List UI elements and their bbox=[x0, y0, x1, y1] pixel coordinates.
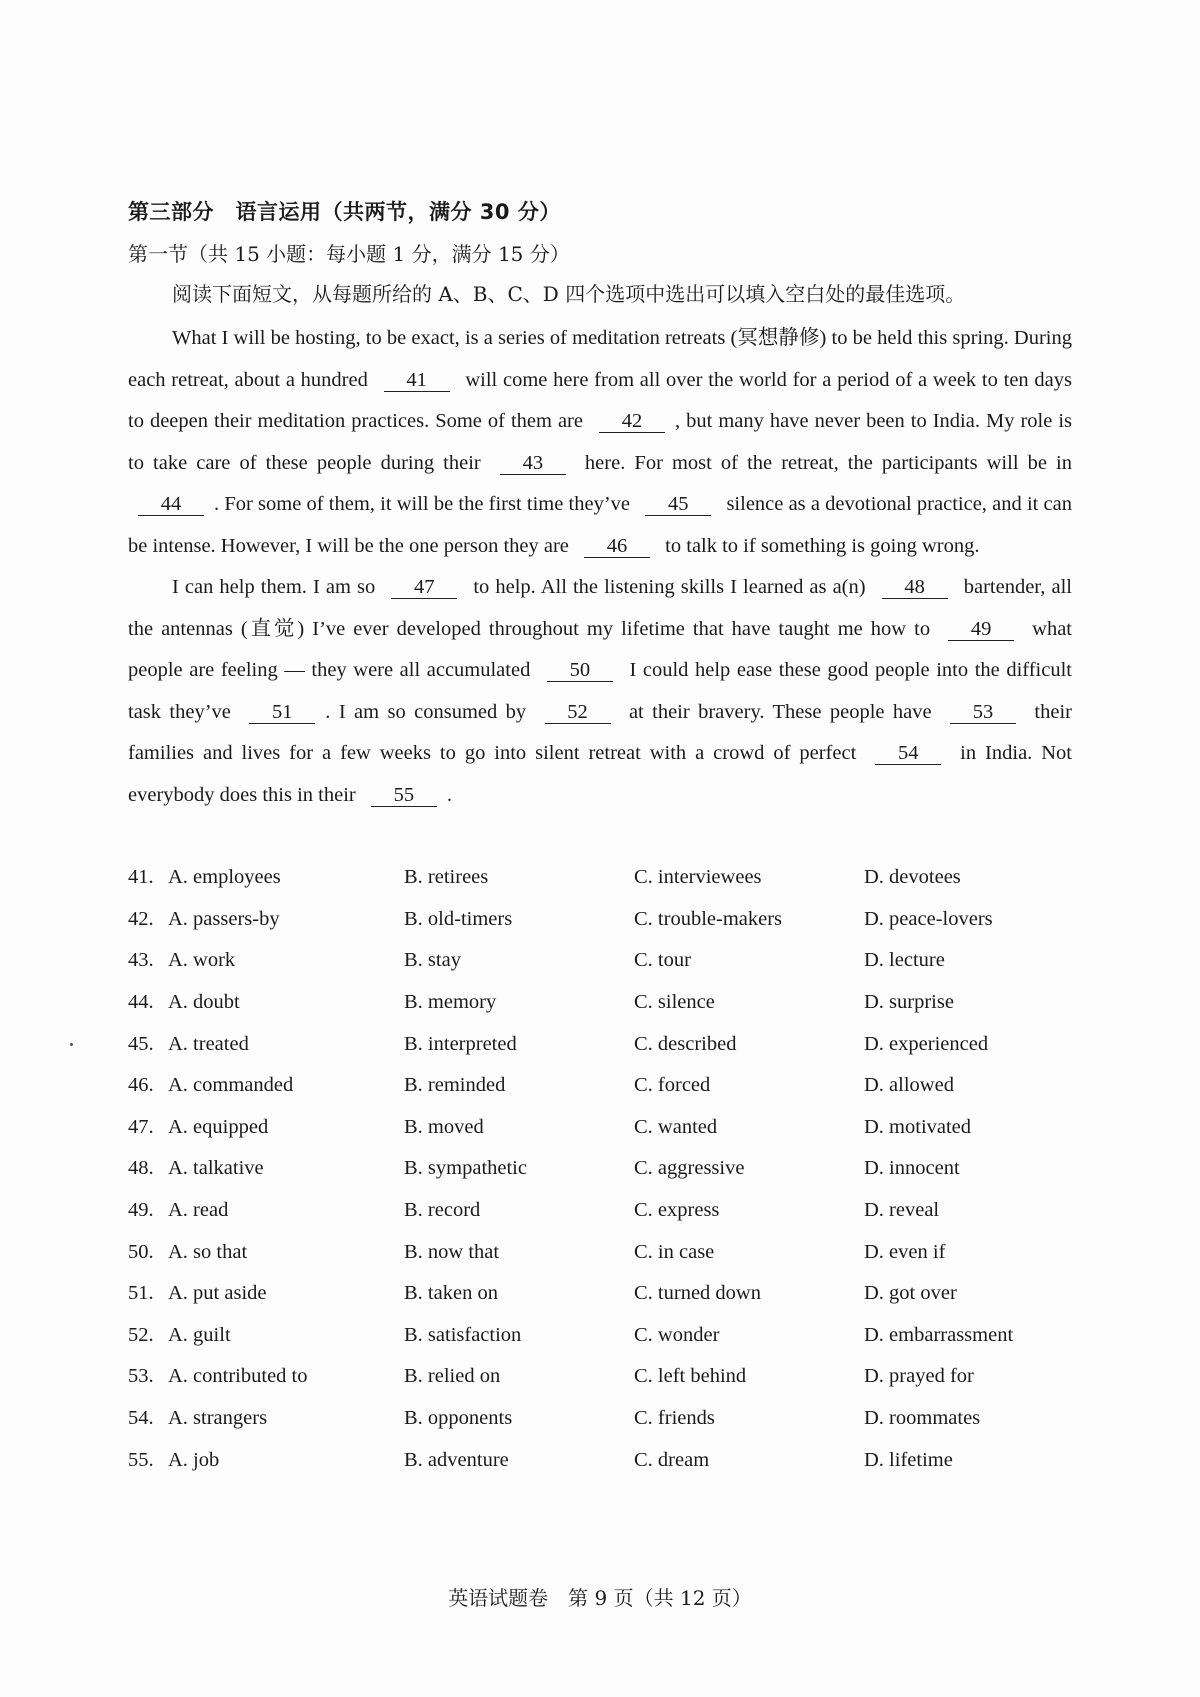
passage-text: their families and lives for a few weeks to go into silent retreat with a crowd of perfect bbox=[128, 700, 1072, 764]
option-a: A. put aside bbox=[168, 1282, 267, 1305]
option-b: B. now that bbox=[404, 1240, 500, 1263]
question-row bbox=[128, 1107, 1078, 1149]
option-c: C. in case bbox=[634, 1240, 715, 1263]
instruction-text: 阅读下面短文，从每题所给的 A、B、C、D 四个选项中选出可以填入空白处的最佳选项。 bbox=[172, 282, 966, 306]
question-row bbox=[128, 982, 1078, 1024]
question-row bbox=[128, 1023, 1078, 1065]
option-c: C. aggressive bbox=[634, 1157, 745, 1180]
page-footer: 英语试题卷 第 9 页（共 12 页） bbox=[448, 1586, 752, 1610]
passage-text: what people are feeling — they were all accumulated bbox=[128, 617, 1072, 681]
question-number: 47. bbox=[128, 1115, 154, 1138]
option-b: B. old-timers bbox=[404, 907, 513, 930]
option-d: D. prayed for bbox=[864, 1365, 974, 1388]
sub-section-title: 第一节（共 15 小题：每小题 1 分，满分 15 分） bbox=[128, 242, 570, 266]
option-b: B. record bbox=[404, 1199, 481, 1222]
blank-44: 44 bbox=[138, 493, 204, 516]
option-a: A. commanded bbox=[168, 1074, 294, 1097]
blank-43: 43 bbox=[500, 452, 566, 475]
passage-text: bartender, all the antennas (直觉) I’ve ever developed throughout my lifetime that have taught me how to bbox=[128, 576, 1072, 640]
option-a: A. doubt bbox=[168, 991, 240, 1014]
question-row bbox=[128, 1190, 1078, 1232]
blank-46: 46 bbox=[584, 535, 650, 558]
option-b: B. interpreted bbox=[404, 1032, 517, 1055]
option-c: C. trouble-makers bbox=[634, 907, 783, 930]
option-d: D. peace-lovers bbox=[864, 907, 993, 930]
option-c: C. express bbox=[634, 1199, 720, 1222]
blank-47: 47 bbox=[391, 576, 457, 599]
option-a: A. work bbox=[168, 949, 236, 972]
question-number: 44. bbox=[128, 991, 154, 1014]
option-a: A. talkative bbox=[168, 1157, 264, 1180]
passage-text: What I will be hosting, to be exact, is a series of meditation retreats (冥想静修) to be held this spring. During each retreat, about a hundred bbox=[128, 327, 1072, 391]
question-number: 41. bbox=[128, 866, 154, 889]
question-number: 45. bbox=[128, 1032, 154, 1055]
option-c: C. forced bbox=[634, 1074, 711, 1097]
option-d: D. reveal bbox=[864, 1199, 940, 1222]
option-d: D. motivated bbox=[864, 1115, 972, 1138]
question-number: 54. bbox=[128, 1407, 154, 1430]
blank-41: 41 bbox=[384, 369, 450, 392]
question-row bbox=[128, 1315, 1078, 1357]
scan-speck bbox=[70, 1043, 73, 1046]
question-row bbox=[128, 940, 1078, 982]
question-number: 50. bbox=[128, 1240, 154, 1263]
option-c: C. wanted bbox=[634, 1115, 718, 1138]
passage-text: . I am so consumed by bbox=[325, 700, 535, 723]
option-b: B. memory bbox=[404, 991, 497, 1014]
question-row bbox=[128, 1439, 1078, 1481]
option-b: B. taken on bbox=[404, 1282, 498, 1305]
question-number: 52. bbox=[128, 1323, 154, 1346]
option-b: B. adventure bbox=[404, 1448, 509, 1471]
option-d: D. allowed bbox=[864, 1074, 954, 1097]
passage-text: here. For most of the retreat, the participants will be in bbox=[575, 451, 1072, 474]
question-number: 48. bbox=[128, 1157, 154, 1180]
question-row bbox=[128, 1273, 1078, 1315]
passage-paragraph-1 bbox=[128, 318, 1072, 567]
passage-text: . bbox=[446, 783, 452, 806]
option-d: D. even if bbox=[864, 1240, 946, 1263]
blank-45: 45 bbox=[645, 493, 711, 516]
option-b: B. stay bbox=[404, 949, 461, 972]
option-c: C. described bbox=[634, 1032, 737, 1055]
option-d: D. surprise bbox=[864, 991, 954, 1014]
option-b: B. reminded bbox=[404, 1074, 506, 1097]
blank-53: 53 bbox=[950, 701, 1016, 724]
option-b: B. relied on bbox=[404, 1365, 501, 1388]
passage-text: will come here from all over the world for a period of a week to ten days to deepen their meditation practices. Some of them are bbox=[128, 368, 1072, 432]
option-c: C. left behind bbox=[634, 1365, 747, 1388]
passage-text: in India. Not everybody does this in their bbox=[128, 742, 1072, 806]
option-d: D. innocent bbox=[864, 1157, 960, 1180]
blank-51: 51 bbox=[249, 701, 315, 724]
option-a: A. treated bbox=[168, 1032, 249, 1055]
option-a: A. so that bbox=[168, 1240, 248, 1263]
option-a: A. job bbox=[168, 1448, 220, 1471]
question-row bbox=[128, 1398, 1078, 1440]
option-c: C. tour bbox=[634, 949, 691, 972]
option-a: A. strangers bbox=[168, 1407, 268, 1430]
option-a: A. read bbox=[168, 1199, 229, 1222]
option-d: D. lecture bbox=[864, 949, 945, 972]
blank-52: 52 bbox=[545, 701, 611, 724]
passage-text: I can help them. I am so bbox=[172, 576, 382, 598]
blank-54: 54 bbox=[875, 742, 941, 765]
passage-text: at their bravery. These people have bbox=[620, 700, 941, 723]
options-list bbox=[128, 857, 1078, 1481]
section-title: 第三部分 语言运用（共两节，满分 30 分） bbox=[128, 200, 561, 224]
question-number: 42. bbox=[128, 907, 154, 930]
passage-text: I could help ease these good people into the difficult task they’ve bbox=[128, 659, 1072, 723]
option-a: A. guilt bbox=[168, 1323, 231, 1346]
passage-text: . For some of them, it will be the first time they’ve bbox=[214, 493, 636, 515]
option-d: D. devotees bbox=[864, 866, 961, 889]
option-c: C. interviewees bbox=[634, 866, 762, 889]
question-number: 46. bbox=[128, 1074, 154, 1097]
blank-42: 42 bbox=[599, 410, 665, 433]
option-c: C. dream bbox=[634, 1448, 710, 1471]
question-number: 55. bbox=[128, 1448, 154, 1471]
question-row bbox=[128, 899, 1078, 941]
blank-50: 50 bbox=[547, 659, 613, 682]
option-a: A. contributed to bbox=[168, 1365, 308, 1388]
blank-55: 55 bbox=[371, 784, 437, 807]
option-c: C. turned down bbox=[634, 1282, 761, 1305]
question-number: 43. bbox=[128, 949, 154, 972]
question-row bbox=[128, 1065, 1078, 1107]
option-a: A. employees bbox=[168, 866, 281, 889]
passage-text: to help. All the listening skills I learned as a(n) bbox=[467, 576, 872, 598]
blank-49: 49 bbox=[948, 618, 1014, 641]
passage-text: , but many have never been to India. My role is to take care of these people during their bbox=[128, 410, 1072, 474]
option-d: D. experienced bbox=[864, 1032, 989, 1055]
option-c: C. silence bbox=[634, 991, 715, 1014]
question-row bbox=[128, 1148, 1078, 1190]
passage-text: to talk to if something is going wrong. bbox=[660, 534, 980, 557]
question-row bbox=[128, 1231, 1078, 1273]
question-number: 53. bbox=[128, 1365, 154, 1388]
option-d: D. got over bbox=[864, 1282, 957, 1305]
option-c: C. wonder bbox=[634, 1323, 720, 1346]
option-d: D. embarrassment bbox=[864, 1323, 1014, 1346]
question-row bbox=[128, 1356, 1078, 1398]
option-b: B. satisfaction bbox=[404, 1323, 522, 1346]
option-b: B. sympathetic bbox=[404, 1157, 527, 1180]
question-row bbox=[128, 857, 1078, 899]
option-c: C. friends bbox=[634, 1407, 715, 1430]
option-d: D. lifetime bbox=[864, 1448, 953, 1471]
option-a: A. equipped bbox=[168, 1115, 269, 1138]
passage-text: silence as a devotional practice, and it can be intense. However, I will be the one person they are bbox=[128, 493, 1072, 557]
option-d: D. roommates bbox=[864, 1407, 981, 1430]
option-b: B. moved bbox=[404, 1115, 484, 1138]
option-a: A. passers-by bbox=[168, 907, 280, 930]
cloze-passage bbox=[128, 318, 1072, 816]
option-b: B. opponents bbox=[404, 1407, 513, 1430]
question-number: 49. bbox=[128, 1199, 154, 1222]
blank-48: 48 bbox=[882, 576, 948, 599]
question-number: 51. bbox=[128, 1282, 154, 1305]
option-b: B. retirees bbox=[404, 866, 489, 889]
passage-paragraph-2 bbox=[128, 567, 1072, 816]
